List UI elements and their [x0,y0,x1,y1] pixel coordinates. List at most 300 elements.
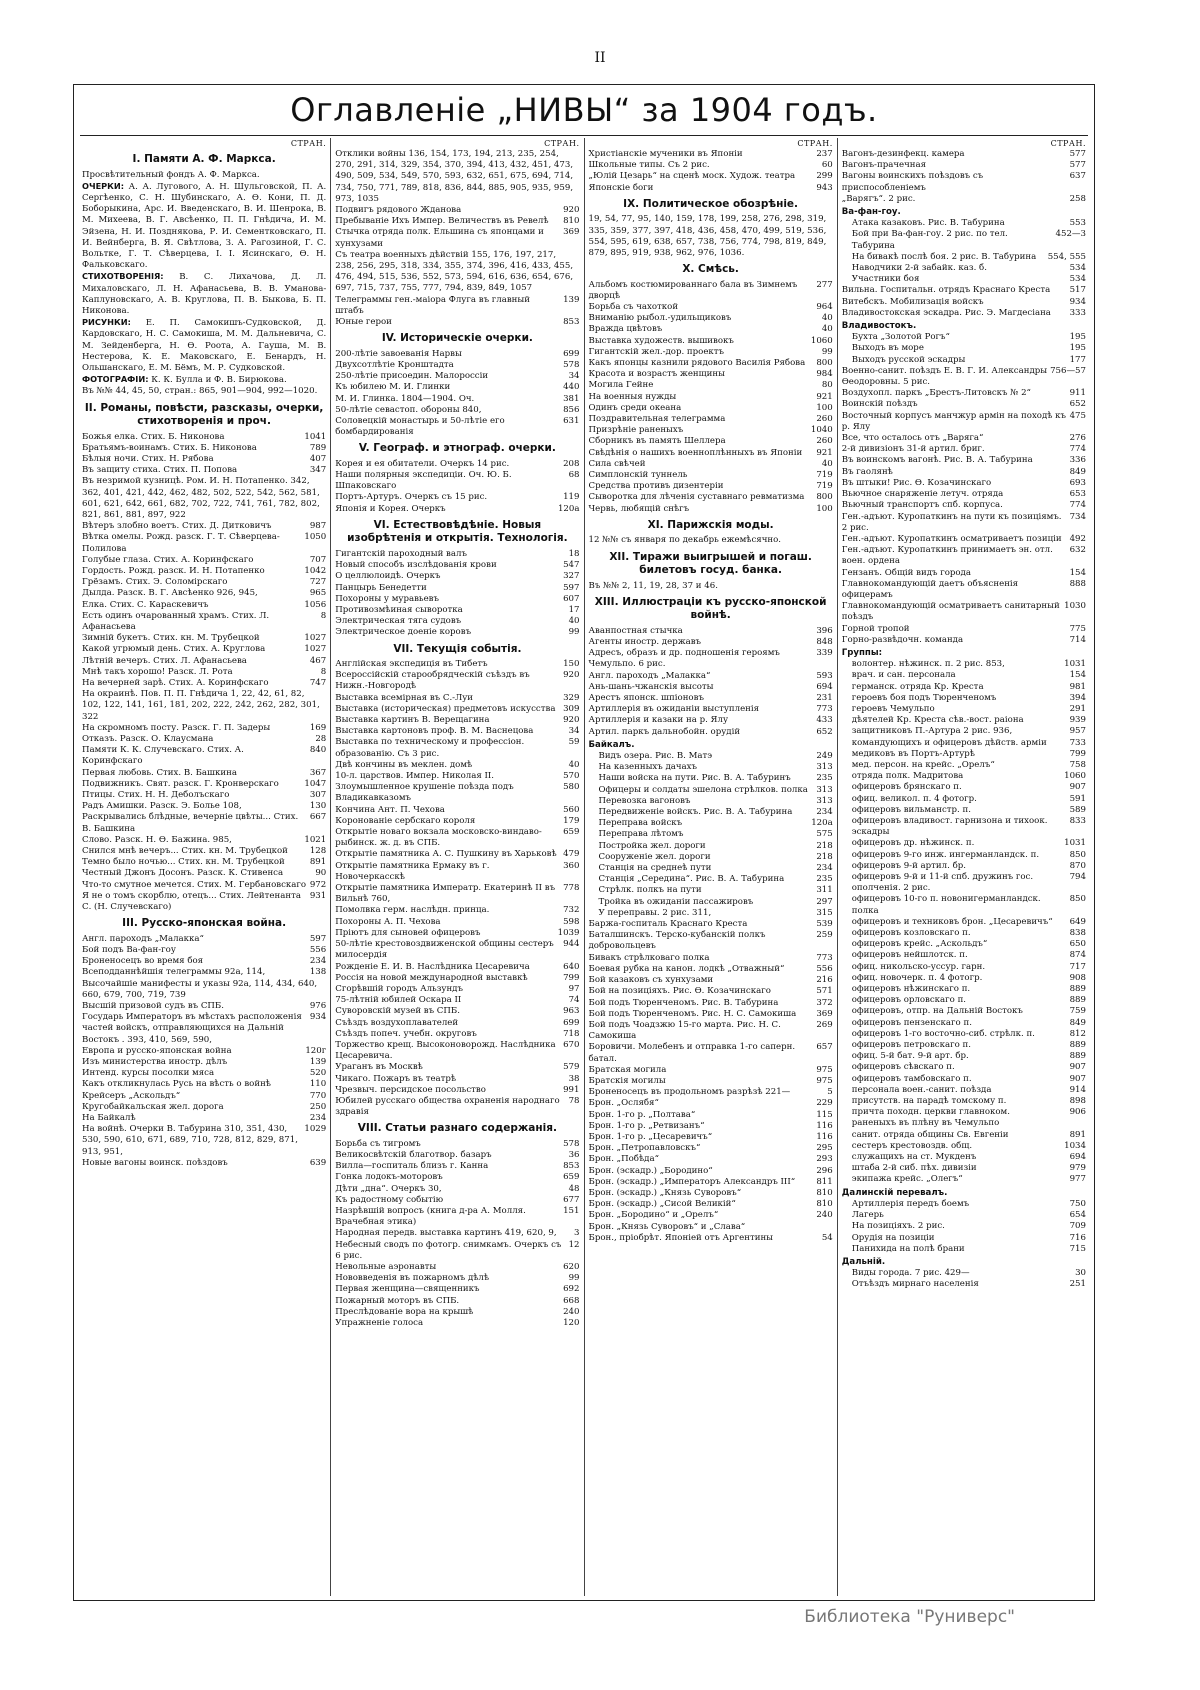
toc-entry [589,751,833,762]
entry-title: Бой при Ва-фан-гоу. 2 рис. по тел. Табурина [851,229,1008,251]
section-heading: XIII. Иллюстраціи къ русско-японской войнѣ. [594,595,827,622]
entry-page: 800 [816,358,833,369]
toc-entry [589,693,833,704]
entry-title: Борьба съ тигромъ [335,1138,421,1149]
entry-page: 677 [563,1194,580,1205]
entry-page: 773 [816,704,833,715]
entry-title: Главнокомандующій осматриваетъ санитарный поѣздъ [841,601,1060,623]
entry-page: 492 [1069,533,1086,544]
toc-column-1 [78,138,330,1596]
entry-page: 840 [309,745,327,756]
entry-title: Великосвѣтскій благотвор. базаръ [335,1150,492,1161]
entry-page: 48 [568,1183,580,1194]
entry-page: 234 [309,956,327,967]
entry-title: Пожарный моторъ въ СПБ. [335,1295,460,1306]
entry-title: Вагоны воинскихъ поѣздовъ съ приспособленіемъ [841,171,984,193]
entry-title: Лагерь [851,1210,884,1221]
toc-entry [589,953,833,964]
entry-page: 631 [563,415,580,426]
entry-title: Передвиженіе войскъ. Рис. В. А. Табурина [598,807,793,818]
entry-title: Соловецкій монастырь и 50-лѣтіе его бомбардированія [335,415,505,438]
entry-title: Первая женщина—священникъ [335,1284,480,1295]
contributor-paragraph [589,535,833,546]
entry-page: 110 [309,1079,327,1090]
toc-entry [842,343,1086,354]
toc-entry [842,894,1086,916]
entry-page: 452—3 [1055,229,1086,240]
entry-page: 975 [816,1064,833,1075]
entry-title: Чикаго. Пожаръ въ театрѣ [335,1073,457,1084]
toc-entry [842,838,1086,849]
entry-title: Упражненіе голоса [335,1318,424,1329]
toc-entry [589,975,833,986]
toc-entry [335,962,579,973]
toc-entry [82,835,326,846]
entry-title: командующихъ и офицеровъ дѣйств. арміи [851,737,1047,748]
entry-title: Свѣдѣнія о нашихъ военноплѣнныхъ въ Японіи [588,447,803,458]
entry-page: 259 [816,930,833,941]
entry-page: 100 [816,503,833,514]
entry-title: Портъ-Артуръ. Очеркъ съ 15 рис. [335,492,488,503]
toc-entry [842,579,1086,601]
entry-title: офиц. великол. п. 4 фотогр. [851,793,977,804]
toc-entry [82,600,326,611]
toc-entry [82,678,326,689]
entry-title: штаба 2-й сиб. пѣх. дивизіи [851,1163,977,1174]
entry-title: Артиллерія передъ боемъ [851,1198,970,1209]
entry-title: Брон. „Петропавловскъ“ [588,1143,701,1154]
entry-page: 333 [1069,307,1086,318]
toc-entry [842,850,1086,861]
entry-page: 479 [563,849,580,860]
entry-page: 789 [309,442,327,453]
toc-entry [335,616,579,627]
entry-title: Корея и ея обитатели. Очеркъ 14 рис. [335,458,510,469]
entry-page: 577 [1069,149,1086,159]
entry-page: 235 [816,773,833,784]
toc-entry [842,1244,1086,1255]
entry-page: 591 [1069,793,1086,804]
section-heading: IV. Историческіе очерки. [381,332,533,345]
toc-entry [82,443,326,454]
toc-entry [335,1172,579,1183]
toc-entry [335,295,579,317]
toc-entry [335,1284,579,1295]
entry-title: „Юлій Цезарь“ на сценѣ моск. Худож. театра [588,171,796,182]
entry-page: 727 [309,577,327,588]
entry-page: 229 [816,1098,833,1109]
entry-page: 139 [309,1057,327,1068]
entry-page: 40 [821,313,833,324]
toc-entry [842,973,1086,984]
toc-entry [842,962,1086,973]
entry-title: Сыворотка для лѣченія суставнаго ревматизма [588,492,805,503]
toc-entry [335,492,579,503]
toc-entry [82,891,326,913]
entry-title: Выходъ въ море [851,343,924,354]
entry-page: 650 [1069,939,1086,950]
toc-entry [335,995,579,1006]
entry-title: 75-лѣтній юбилей Оскара II [335,995,462,1006]
entry-title: служащихъ на ст. Мукденъ [851,1152,977,1163]
entry-page: 115 [816,1109,833,1120]
entry-page: 1029 [304,1124,327,1135]
page-header-label: СТРАН. [1050,139,1086,148]
entry-title: Стычка отряда полк. Ельшина съ японцами и хунхузами [335,227,544,249]
toc-entry [82,1001,326,1012]
subgroup-heading: Далинскій перевалъ. [841,1187,948,1198]
entry-page: 759 [1069,1006,1086,1017]
entry-title: Радъ Амишки. Разск. Э. Больe 108, [82,801,242,812]
entry-page: 534 [1069,274,1086,285]
entry-page: 560 [563,804,580,815]
toc-entry [842,366,1086,388]
entry-title: врач. и сан. персонала [851,670,956,681]
entry-page: 277 [816,279,833,290]
subgroup-heading: Группы: [841,647,883,658]
entry-page: 593 [816,670,833,681]
toc-entry [589,414,833,425]
entry-title: офиц. никольско-уссур. гарн. [851,961,986,972]
entry-page: 965 [309,588,327,599]
entry-title: Отказъ. Разск. О. Клаусмана [82,734,214,745]
entry-title: У переправы. 2 рис. 311, [598,907,712,918]
entry-page: 607 [563,593,580,604]
toc-entry [842,693,1086,704]
entry-title: Воинскій поѣздъ [841,399,918,410]
toc-entry [589,1042,833,1064]
toc-entry [589,436,833,447]
toc-column-3 [584,138,837,1596]
entry-page: 853 [563,1161,580,1172]
toc-entry [335,771,579,782]
entry-title: Артиллерія въ ожиданіи выступленія [588,704,760,715]
entry-title: Тройка въ ожиданіи пассажировъ [598,896,754,907]
toc-entry [335,360,579,371]
contributor-paragraph [589,581,833,592]
entry-title: Народная передв. выставка картинъ 419, 620, 9, [335,1228,557,1239]
entry-page: 97 [568,983,580,994]
toc-entry [589,986,833,997]
entry-page: 770 [309,1090,327,1101]
entry-title: Брон. 1-го р. „Полтава“ [588,1109,696,1120]
toc-entry [82,532,326,554]
toc-entry [589,1087,833,1098]
entry-page: 889 [1069,1051,1086,1062]
entry-title: Баталшинскъ. Терско-кубанскій полкъ добровольцевъ [588,930,766,952]
entry-page: 1060 [810,335,833,346]
entry-title: Похороны у муравьевъ [335,593,439,604]
entry-title: Всероссійскій старообрядческій съѣздъ въ Нижн.-Новгородѣ [335,670,530,692]
toc-entry [82,880,326,891]
entry-page: 195 [1069,343,1086,354]
toc-entry [589,682,833,693]
entry-page: 715 [1069,1243,1086,1254]
page-number: II [594,50,606,66]
toc-entry [335,594,579,605]
entry-title: Брон. 1-го р. „Ретвизанъ“ [588,1120,705,1131]
toc-entry [842,1233,1086,1244]
entry-page: 78 [568,1095,580,1106]
entry-title: Мнѣ такъ хорошо! Разск. Л. Рота [82,666,233,677]
entry-page: 293 [816,1154,833,1165]
entry-title: Брон. „Князь Суворовъ“ и „Слава“ [588,1221,746,1232]
entry-title: Открытіе памятника А. С. Пушкину въ Харьковѣ [335,849,557,860]
entry-title: На позиціяхъ. 2 рис. [851,1221,945,1232]
paragraph-label: РИСУНКИ: [82,317,131,328]
toc-entry [842,218,1086,229]
entry-title: Братская могила [588,1064,667,1075]
entry-title: Зимній букетъ. Стих. кн. М. Трубецкой [82,633,260,644]
toc-entry [335,1184,579,1195]
entry-title: Орудія на позиціи [851,1232,935,1243]
entry-title: На военныя нужды [588,391,677,402]
entry-page: 963 [563,1006,580,1017]
toc-entry [589,358,833,369]
entry-title: Братскія могилы [588,1075,666,1086]
toc-entry [82,1158,326,1169]
toc-entry [335,849,579,860]
toc-entry [335,1062,579,1073]
entry-title: Дылда. Разск. В. Г. Авсѣенко 926, 945, [82,588,258,599]
entry-page: 799 [563,972,580,983]
toc-entry [842,816,1086,838]
entry-page [323,476,326,521]
entry-page: 128 [309,846,327,857]
toc-entry [842,171,1086,193]
entry-title: Небесный сводъ по фотогр. снимкамъ. Очеркъ съ 6 рис. [335,1239,562,1261]
toc-entry [335,605,579,616]
entry-page: 179 [563,815,580,826]
entry-page: 972 [309,879,327,890]
entry-title: Наши войска на пути. Рис. В. А. Табуринъ [598,773,791,784]
entry-page: 670 [563,1039,580,1050]
page-header-label: СТРАН. [544,139,580,148]
toc-entry [335,149,579,205]
entry-title: Выставка всемірная въ С.-Луи [335,692,474,703]
entry-title: Поздравительная телеграмма [588,414,726,425]
toc-entry [842,635,1086,646]
toc-entry [842,1018,1086,1029]
toc-entry [842,704,1086,715]
entry-page: 369 [816,1008,833,1019]
toc-entry [82,644,326,655]
entry-title: Невольные аэронавты [335,1262,437,1273]
entry-title: Участники боя [851,274,920,285]
entry-page: 756—57 [1050,365,1086,376]
entry-title: Аванпостная стычка [588,625,683,636]
entry-page: 575 [816,829,833,840]
entry-title: Юбилей русскаго общества охраненія народнаго здравія [335,1095,560,1118]
entry-page: 1050 [304,532,327,543]
toc-entry [82,945,326,956]
entry-page: 667 [309,812,327,823]
entry-page: 407 [309,453,327,464]
entry-title: Станція „Середина“. Рис. В. А. Табурина [598,874,785,885]
toc-entry [335,939,579,961]
toc-entry [335,627,579,638]
toc-entry [842,1040,1086,1051]
entry-title: Высочайшіе манифесты и указы 92а, 114, 434, 640, 660, 679, 700, 719, 739 [82,978,318,1000]
toc-entry [82,566,326,577]
entry-page: 944 [563,939,580,950]
entry-page: 260 [816,436,833,447]
entry-page: 1030 [1064,601,1086,612]
toc-entry [335,382,579,393]
entry-page: 539 [816,919,833,930]
entry-title: Раскрывались блѣдные, вечерніе цвѣты... Стих. В. Башкина [82,812,299,834]
entry-page: 556 [309,945,327,955]
entry-page: 169 [309,722,327,733]
toc-entry [842,939,1086,950]
entry-page: 433 [816,715,833,726]
entry-title: Брон. „Побѣда“ [588,1154,659,1165]
entry-title: Выставка по техническому и профессіон. образованію. Съ 3 рис. [335,737,525,759]
entry-page: 520 [309,1068,327,1079]
entry-page: 849 [1069,1017,1086,1028]
entry-title: Государь Императоръ въ мѣстахъ расположенія частей войскъ, отправляющихся на Дальній Востокъ . 393, 410, 569, 590, [82,1012,302,1045]
toc-entry [82,1091,326,1102]
entry-title: Голубые глаза. Стих. А. Коринфскаго [82,554,254,565]
paragraph-text: 12 №№ съ января по декабрь ежемѣсячно. [588,535,782,546]
entry-page: 154 [1069,670,1086,681]
entry-title: Открытіе новаго вокзала московско-виндаво-рыбинск. ж. д. въ СПБ. [335,827,542,849]
entry-page: 870 [1069,860,1086,871]
entry-page: 34 [568,371,580,382]
entry-title: Бой подъ Ва-фан-гоу [82,945,176,955]
entry-page: 957 [1069,726,1086,737]
toc-entry [335,1228,579,1239]
entry-title: Бой казаковъ съ хунхузами [588,975,714,986]
entry-page: 719 [816,470,833,481]
entry-page: 17 [568,604,580,615]
entry-page: 339 [816,648,833,659]
entry-page: 116 [816,1120,833,1131]
section-heading: III. Русско-японская война. [122,917,287,930]
entry-page: 975 [816,1075,833,1086]
entry-title: германск. отряда Кр. Креста [851,681,984,692]
entry-page: 38 [568,1073,580,1084]
toc-entry [589,492,833,503]
toc-entry [842,1029,1086,1040]
entry-page: 848 [816,637,833,647]
entry-page: 906 [1069,1107,1086,1118]
toc-entry [82,790,326,801]
toc-entry [335,1018,579,1029]
entry-title: Птицы. Стих. Н. Н. Деболъскаго [82,790,230,801]
toc-entry [589,183,833,194]
entry-title: офицеровъ орловскаго п. [851,995,967,1006]
entry-title: Панцырь Бенедетти [335,582,427,593]
entry-page: 250 [309,1101,327,1112]
toc-entry [589,392,833,403]
entry-title: О целлюлоидѣ. Очеркъ [335,571,441,582]
toc-entry [589,1110,833,1121]
toc-entry [842,297,1086,308]
entry-page: 920 [563,205,580,216]
entry-page: 139 [563,294,580,305]
entry-page: 734 [1069,511,1086,522]
toc-entry [842,1163,1086,1174]
toc-entry [82,633,326,644]
toc-entry [335,1040,579,1062]
entry-title: Броненосецъ во время боя [82,956,204,967]
entry-title: Восточный корпусъ манчжур армін на походѣ къ р. Ялу [841,410,1067,432]
entry-title: Бой подъ Тюренченомъ. Рис. В. Табурина [588,997,779,1008]
entry-page: 991 [563,1084,580,1095]
entry-page: 369 [563,227,580,238]
contributor-paragraph [82,181,326,272]
page-header-label: СТРАН. [290,139,327,148]
entry-title: Наводчики 2-й забайк. каз. б. [851,263,987,274]
entry-title: персонала воен.-санит. поѣзда [851,1084,992,1095]
entry-title: офицеровъ крейс. „Аскольдъ“ [851,939,988,950]
entry-page: 218 [816,840,833,851]
entry-title: Похороны А. П. Чехова [335,916,441,927]
entry-page: 36 [568,1150,580,1161]
entry-title: 250-лѣтіе присоедин. Малороссіи [335,371,489,382]
entry-page: 59 [568,737,580,748]
entry-title: Борьба съ чахоткой [588,302,679,313]
entry-title: Атака казаковъ. Рис. В. Табурина [851,218,1005,229]
entry-page: 833 [1069,815,1086,826]
paragraph-text: К. К. Булла и Ф. В. Бирюкова. [151,375,287,386]
toc-entry [589,470,833,481]
entry-title: Къ юбилею М. И. Глинки [335,382,451,393]
entry-page: 313 [816,784,833,795]
entry-page: 732 [563,905,580,916]
entry-title: Баржа-госпиталь Краснаго Креста [588,919,748,930]
entry-title: На окраинѣ. Пов. П. П. Гнѣдича 1, 22, 42, 61, 82, 102, 122, 141, 161, 181, 202, 222, 242, 262, 282, 301, 322 [82,689,320,722]
entry-title: Японія и Корея. Очеркъ [335,503,446,514]
toc-entry [335,250,579,295]
toc-entry [335,1262,579,1273]
entry-title: офицеровъ 1-го восточно-сиб. стрѣлк. п. [851,1028,1035,1039]
entry-title: Переправа лѣтомъ [598,829,684,840]
entry-page: 984 [816,369,833,380]
toc-entry [335,1296,579,1307]
entry-page: 276 [1069,433,1086,444]
entry-title: Ген.-адъют. Куропаткинъ осматриваетъ позиціи [841,533,1062,544]
entry-title: Боевая рубка на канон. лодкѣ „Отважный“ [588,963,785,974]
entry-title: медиковъ въ Портъ-Артурѣ [851,748,975,759]
entry-title: офиц. новочерк. п. 4 фотогр. [851,972,983,983]
entry-page: 231 [816,693,833,704]
entry-page: 130 [309,801,327,812]
toc-entry [842,512,1086,534]
entry-page: 850 [1069,849,1086,860]
entry-title: Сборникъ въ память Шеллера [588,436,726,447]
entry-page: 889 [1069,995,1086,1006]
entry-page: 1031 [1064,659,1086,670]
entry-title: Божья елка. Стих. Б. Никонова [82,431,225,442]
entry-title: На Байкалѣ [82,1113,136,1124]
toc-entry [589,1065,833,1076]
toc-entry [842,1006,1086,1017]
entry-title: Брон. „Ослябя“ [588,1098,659,1109]
toc-entry [842,411,1086,433]
toc-entry [842,433,1086,444]
entry-title: офицеровъ сѣвскаго п. [851,1062,955,1073]
entry-title: Офицеры и солдаты эшелона стрѣлков. полка [598,784,808,795]
entry-title: Чрезвыч. персидское посольство [335,1084,486,1095]
toc-entry [335,470,579,492]
entry-title: Переправа войскъ [598,818,683,829]
entry-page: 657 [816,1042,833,1053]
entry-title: Средства противъ дизентеріи [588,481,724,492]
entry-title: волонтер. нѣжинск. п. 2 рис. 853, [851,659,1005,670]
entry-title: М. И. Глинка. 1804—1904. Оч. [335,393,475,404]
